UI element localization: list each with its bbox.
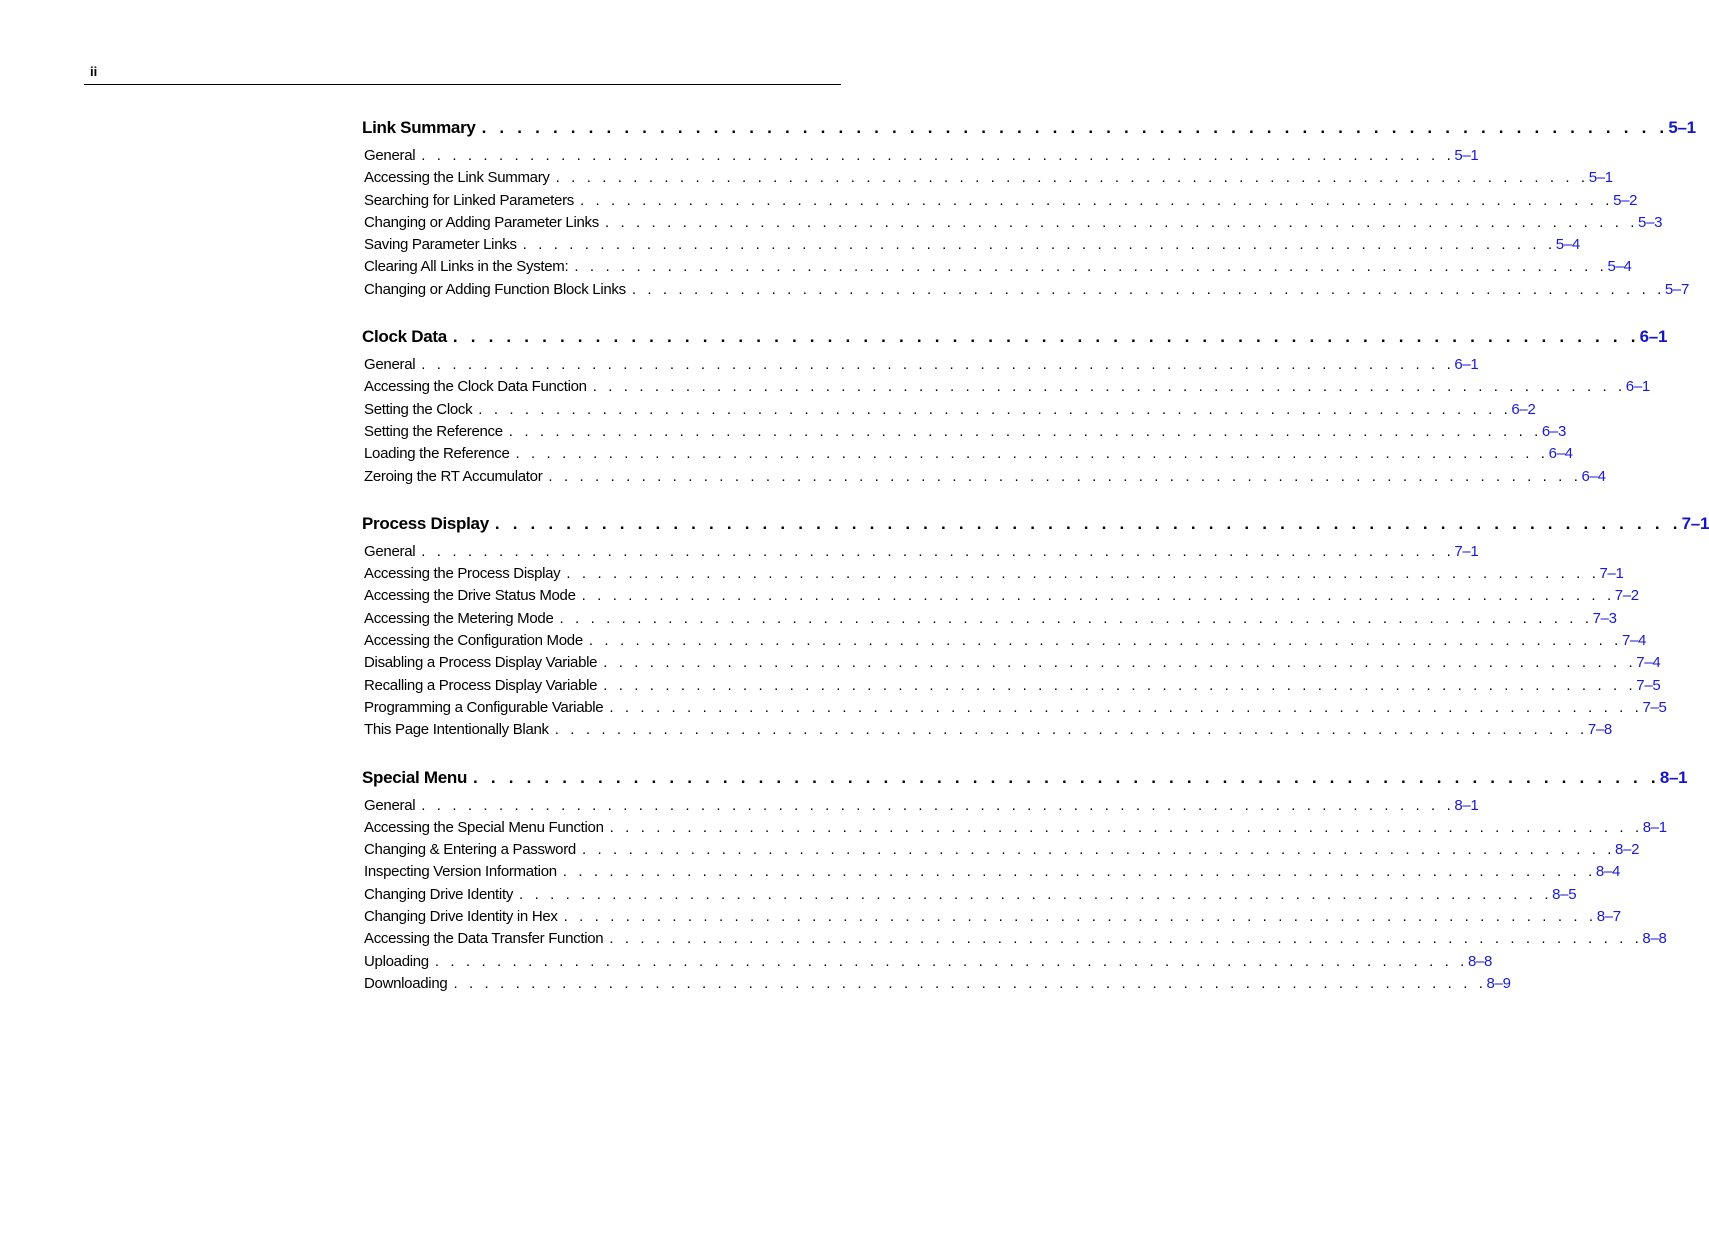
chapter-title: Clock Data [362, 327, 447, 347]
dot-leader: . . . . . . . . . . . . . . . . . . . . . . . . . . . . . . . . . . . . . . . . . . . . . . . . . . . . . . . . . . . . . . . . . . . [566, 565, 1600, 583]
toc-entry[interactable] [362, 378, 1650, 400]
dot-leader: . . . . . . . . . . . . . . . . . . . . . . . . . . . . . . . . . . . . . . . . . . . . . . . . . . . . . . . . . . . . . . . . . . . [452, 327, 1640, 347]
entry-page-link[interactable]: 8–1 [1454, 796, 1479, 814]
chapter-title: Link Summary [362, 118, 476, 137]
toc-entry[interactable] [362, 863, 1621, 885]
entry-page-link[interactable]: 5–2 [1613, 191, 1638, 209]
entry-title: General [364, 796, 416, 814]
dot-leader: . . . . . . . . . . . . . . . . . . . . . . . . . . . . . . . . . . . . . . . . . . . . . . . . . . . . . . . . . . . . . . . . . . . [563, 908, 1597, 926]
dot-leader: . . . . . . . . . . . . . . . . . . . . . . . . . . . . . . . . . . . . . . . . . . . . . . . . . . . . . . . . . . . . . . . . . . . [421, 147, 1455, 164]
toc-chapter [362, 767, 1688, 998]
entry-page-link[interactable]: 8–9 [1486, 974, 1511, 992]
dot-leader: . . . . . . . . . . . . . . . . . . . . . . . . . . . . . . . . . . . . . . . . . . . . . . . . . . . . . . . . . . . . . . . . . . . [421, 796, 1455, 814]
toc-entry[interactable] [362, 565, 1624, 587]
table-of-contents [362, 118, 1709, 1021]
entry-page-link[interactable]: 8–1 [1642, 818, 1667, 836]
entry-page-link[interactable]: 8–7 [1596, 908, 1621, 926]
entry-page-link[interactable]: 7–1 [1454, 542, 1479, 560]
dot-leader: . . . . . . . . . . . . . . . . . . . . . . . . . . . . . . . . . . . . . . . . . . . . . . . . . . . . . . . . . . . . . . . . . . . [473, 767, 1660, 787]
entry-page-link[interactable]: 8–8 [1642, 930, 1667, 948]
entry-title: Setting the Clock [364, 400, 473, 418]
dot-leader: . . . . . . . . . . . . . . . . . . . . . . . . . . . . . . . . . . . . . . . . . . . . . . . . . . . . . . . . . . . . . . . . . . . [481, 118, 1669, 137]
toc-entry[interactable] [362, 169, 1613, 191]
toc-entry[interactable] [362, 698, 1667, 721]
entry-title: Accessing the Drive Status Mode [364, 587, 576, 605]
entry-page-link[interactable]: 6–3 [1541, 422, 1567, 440]
entry-page-link[interactable]: 6–1 [1625, 378, 1650, 396]
toc-entry[interactable] [362, 587, 1639, 609]
entry-page-link[interactable]: 7–3 [1592, 609, 1617, 627]
entry-title: General [364, 147, 416, 164]
dot-leader: . . . . . . . . . . . . . . . . . . . . . . . . . . . . . . . . . . . . . . . . . . . . . . . . . . . . . . . . . . . . . . . . . . . [609, 818, 1643, 836]
entry-title: Changing Drive Identity [364, 885, 514, 903]
entry-page-link[interactable]: 6–1 [1454, 356, 1479, 374]
entry-title: Downloading [364, 974, 448, 992]
toc-entry[interactable] [362, 191, 1638, 214]
dot-leader: . . . . . . . . . . . . . . . . . . . . . . . . . . . . . . . . . . . . . . . . . . . . . . . . . . . . . . . . . . . . . . . . . . . [562, 863, 1596, 881]
chapter-page-link[interactable]: 7–1 [1681, 513, 1709, 533]
dot-leader: . . . . . . . . . . . . . . . . . . . . . . . . . . . . . . . . . . . . . . . . . . . . . . . . . . . . . . . . . . . . . . . . . . . [574, 258, 1608, 276]
dot-leader: . . . . . . . . . . . . . . . . . . . . . . . . . . . . . . . . . . . . . . . . . . . . . . . . . . . . . . . . . . . . . . . . . . . [494, 513, 1682, 533]
page-number: ii [90, 64, 98, 79]
dot-leader: . . . . . . . . . . . . . . . . . . . . . . . . . . . . . . . . . . . . . . . . . . . . . . . . . . . . . . . . . . . . . . . . . . . [603, 654, 1637, 672]
entry-title: Zeroing the RT Accumulator [364, 467, 543, 485]
toc-entry[interactable] [362, 885, 1577, 908]
dot-leader: . . . . . . . . . . . . . . . . . . . . . . . . . . . . . . . . . . . . . . . . . . . . . . . . . . . . . . . . . . . . . . . . . . . [434, 952, 1468, 970]
dot-leader: . . . . . . . . . . . . . . . . . . . . . . . . . . . . . . . . . . . . . . . . . . . . . . . . . . . . . . . . . . . . . . . . . . . [609, 698, 1643, 716]
chapter-title: Process Display [362, 513, 489, 533]
toc-entry[interactable] [362, 147, 1479, 169]
toc-entry[interactable] [362, 818, 1667, 841]
chapter-page-link[interactable]: 5–1 [1668, 118, 1696, 137]
dot-leader: . . . . . . . . . . . . . . . . . . . . . . . . . . . . . . . . . . . . . . . . . . . . . . . . . . . . . . . . . . . . . . . . . . . [421, 356, 1455, 374]
entry-page-link[interactable]: 7–2 [1614, 587, 1639, 605]
entry-title: Changing Drive Identity in Hex [364, 908, 558, 926]
entry-title: Disabling a Process Display Variable [364, 654, 598, 672]
chapter-heading[interactable] [362, 513, 1709, 540]
dot-leader: . . . . . . . . . . . . . . . . . . . . . . . . . . . . . . . . . . . . . . . . . . . . . . . . . . . . . . . . . . . . . . . . . . . [519, 885, 1553, 903]
entry-title: Accessing the Data Transfer Function [364, 930, 604, 948]
entry-title: Saving Parameter Links [364, 236, 517, 254]
toc-entry[interactable] [362, 609, 1617, 632]
entry-title: Accessing the Special Menu Function [364, 818, 604, 836]
entry-page-link[interactable]: 7–5 [1636, 676, 1661, 694]
dot-leader: . . . . . . . . . . . . . . . . . . . . . . . . . . . . . . . . . . . . . . . . . . . . . . . . . . . . . . . . . . . . . . . . . . . [631, 280, 1665, 298]
chapter-page-link[interactable]: 6–1 [1639, 327, 1668, 347]
toc-chapter [362, 513, 1709, 744]
entry-title: General [364, 356, 416, 374]
entry-page-link[interactable]: 7–5 [1642, 698, 1667, 716]
entry-title: Accessing the Process Display [364, 565, 561, 583]
dot-leader: . . . . . . . . . . . . . . . . . . . . . . . . . . . . . . . . . . . . . . . . . . . . . . . . . . . . . . . . . . . . . . . . . . . [592, 378, 1626, 396]
chapter-title: Special Menu [362, 767, 468, 787]
toc-entry[interactable] [362, 213, 1663, 236]
dot-leader: . . . . . . . . . . . . . . . . . . . . . . . . . . . . . . . . . . . . . . . . . . . . . . . . . . . . . . . . . . . . . . . . . . . [581, 841, 1616, 859]
entry-page-link[interactable]: 6–4 [1581, 467, 1606, 485]
dot-leader: . . . . . . . . . . . . . . . . . . . . . . . . . . . . . . . . . . . . . . . . . . . . . . . . . . . . . . . . . . . . . . . . . . . [604, 213, 1639, 231]
dot-leader: . . . . . . . . . . . . . . . . . . . . . . . . . . . . . . . . . . . . . . . . . . . . . . . . . . . . . . . . . . . . . . . . . . . [579, 191, 1614, 209]
toc-chapter [362, 118, 1696, 303]
dot-leader: . . . . . . . . . . . . . . . . . . . . . . . . . . . . . . . . . . . . . . . . . . . . . . . . . . . . . . . . . . . . . . . . . . . [581, 587, 1615, 605]
toc-entry[interactable] [362, 796, 1479, 819]
dot-leader: . . . . . . . . . . . . . . . . . . . . . . . . . . . . . . . . . . . . . . . . . . . . . . . . . . . . . . . . . . . . . . . . . . . [508, 422, 1542, 440]
dot-leader: . . . . . . . . . . . . . . . . . . . . . . . . . . . . . . . . . . . . . . . . . . . . . . . . . . . . . . . . . . . . . . . . . . . [522, 236, 1556, 254]
toc-entry[interactable] [362, 542, 1479, 565]
entry-page-link[interactable]: 6–4 [1548, 445, 1573, 463]
entry-page-link[interactable]: 8–8 [1467, 952, 1493, 970]
toc-entry[interactable] [362, 236, 1580, 258]
entry-title: Clearing All Links in the System: [364, 258, 569, 276]
toc-entry[interactable] [362, 908, 1621, 930]
toc-entry[interactable] [362, 676, 1661, 699]
entry-title: General [364, 542, 416, 560]
entry-page-link[interactable]: 5–1 [1588, 169, 1613, 187]
entry-page-link[interactable]: 7–1 [1599, 565, 1624, 583]
toc-entry[interactable] [362, 445, 1573, 467]
entry-title: Searching for Linked Parameters [364, 191, 574, 209]
toc-entry[interactable] [362, 422, 1567, 445]
entry-title: This Page Intentionally Blank [364, 721, 549, 739]
dot-leader: . . . . . . . . . . . . . . . . . . . . . . . . . . . . . . . . . . . . . . . . . . . . . . . . . . . . . . . . . . . . . . . . . . . [603, 676, 1637, 694]
toc-entry[interactable] [362, 632, 1647, 654]
dot-leader: . . . . . . . . . . . . . . . . . . . . . . . . . . . . . . . . . . . . . . . . . . . . . . . . . . . . . . . . . . . . . . . . . . . [453, 974, 1487, 992]
entry-title: Accessing the Configuration Mode [364, 632, 583, 650]
entry-page-link[interactable]: 7–4 [1621, 632, 1647, 650]
toc-entry[interactable] [362, 841, 1640, 863]
toc-entry[interactable] [362, 721, 1612, 743]
dot-leader: . . . . . . . . . . . . . . . . . . . . . . . . . . . . . . . . . . . . . . . . . . . . . . . . . . . . . . . . . . . . . . . . . . . [421, 542, 1455, 560]
header-rule [84, 84, 841, 85]
chapter-heading[interactable] [362, 767, 1688, 794]
chapter-heading[interactable] [362, 118, 1696, 144]
entry-title: Uploading [364, 952, 429, 970]
dot-leader: . . . . . . . . . . . . . . . . . . . . . . . . . . . . . . . . . . . . . . . . . . . . . . . . . . . . . . . . . . . . . . . . . . . [588, 632, 1622, 650]
toc-entry[interactable] [362, 400, 1536, 423]
dot-leader: . . . . . . . . . . . . . . . . . . . . . . . . . . . . . . . . . . . . . . . . . . . . . . . . . . . . . . . . . . . . . . . . . . . [554, 721, 1588, 739]
entry-title: Setting the Reference [364, 422, 503, 440]
entry-title: Recalling a Process Display Variable [364, 676, 598, 694]
entry-title: Loading the Reference [364, 445, 510, 463]
entry-title: Changing or Adding Function Block Links [364, 280, 626, 298]
dot-leader: . . . . . . . . . . . . . . . . . . . . . . . . . . . . . . . . . . . . . . . . . . . . . . . . . . . . . . . . . . . . . . . . . . . [609, 930, 1643, 948]
dot-leader: . . . . . . . . . . . . . . . . . . . . . . . . . . . . . . . . . . . . . . . . . . . . . . . . . . . . . . . . . . . . . . . . . . . [515, 445, 1549, 463]
entry-title: Accessing the Clock Data Function [364, 378, 587, 396]
entry-page-link[interactable]: 5–1 [1454, 147, 1479, 164]
entry-title: Programming a Configurable Variable [364, 698, 604, 716]
toc-entry[interactable] [362, 930, 1667, 952]
entry-page-link[interactable]: 5–7 [1664, 280, 1690, 298]
toc-entry[interactable] [362, 467, 1606, 490]
entry-title: Accessing the Metering Mode [364, 609, 554, 627]
entry-page-link[interactable]: 8–2 [1615, 841, 1640, 859]
toc-entry[interactable] [362, 280, 1690, 303]
entry-page-link[interactable]: 5–4 [1555, 236, 1580, 254]
entry-title: Inspecting Version Information [364, 863, 557, 881]
dot-leader: . . . . . . . . . . . . . . . . . . . . . . . . . . . . . . . . . . . . . . . . . . . . . . . . . . . . . . . . . . . . . . . . . . . [478, 400, 1512, 418]
entry-title: Accessing the Link Summary [364, 169, 550, 187]
toc-entry[interactable] [362, 258, 1632, 280]
entry-page-link[interactable]: 7–4 [1636, 654, 1661, 672]
entry-page-link[interactable]: 6–2 [1511, 400, 1536, 418]
chapter-heading[interactable] [362, 327, 1668, 353]
entry-title: Changing & Entering a Password [364, 841, 576, 859]
dot-leader: . . . . . . . . . . . . . . . . . . . . . . . . . . . . . . . . . . . . . . . . . . . . . . . . . . . . . . . . . . . . . . . . . . . [555, 169, 1589, 187]
entry-title: Changing or Adding Parameter Links [364, 213, 599, 231]
entry-page-link[interactable]: 8–4 [1595, 863, 1621, 881]
entry-page-link[interactable]: 7–8 [1587, 721, 1612, 739]
entry-page-link[interactable]: 8–5 [1552, 885, 1577, 903]
dot-leader: . . . . . . . . . . . . . . . . . . . . . . . . . . . . . . . . . . . . . . . . . . . . . . . . . . . . . . . . . . . . . . . . . . . [548, 467, 1582, 485]
toc-entry[interactable] [362, 654, 1661, 676]
toc-chapter [362, 327, 1668, 490]
toc-entry[interactable] [362, 356, 1479, 378]
chapter-page-link[interactable]: 8–1 [1659, 767, 1688, 787]
toc-entry[interactable] [362, 952, 1493, 975]
entry-page-link[interactable]: 5–3 [1638, 213, 1663, 231]
entry-page-link[interactable]: 5–4 [1607, 258, 1632, 276]
dot-leader: . . . . . . . . . . . . . . . . . . . . . . . . . . . . . . . . . . . . . . . . . . . . . . . . . . . . . . . . . . . . . . . . . . . [559, 609, 1593, 627]
toc-entry[interactable] [362, 974, 1511, 997]
